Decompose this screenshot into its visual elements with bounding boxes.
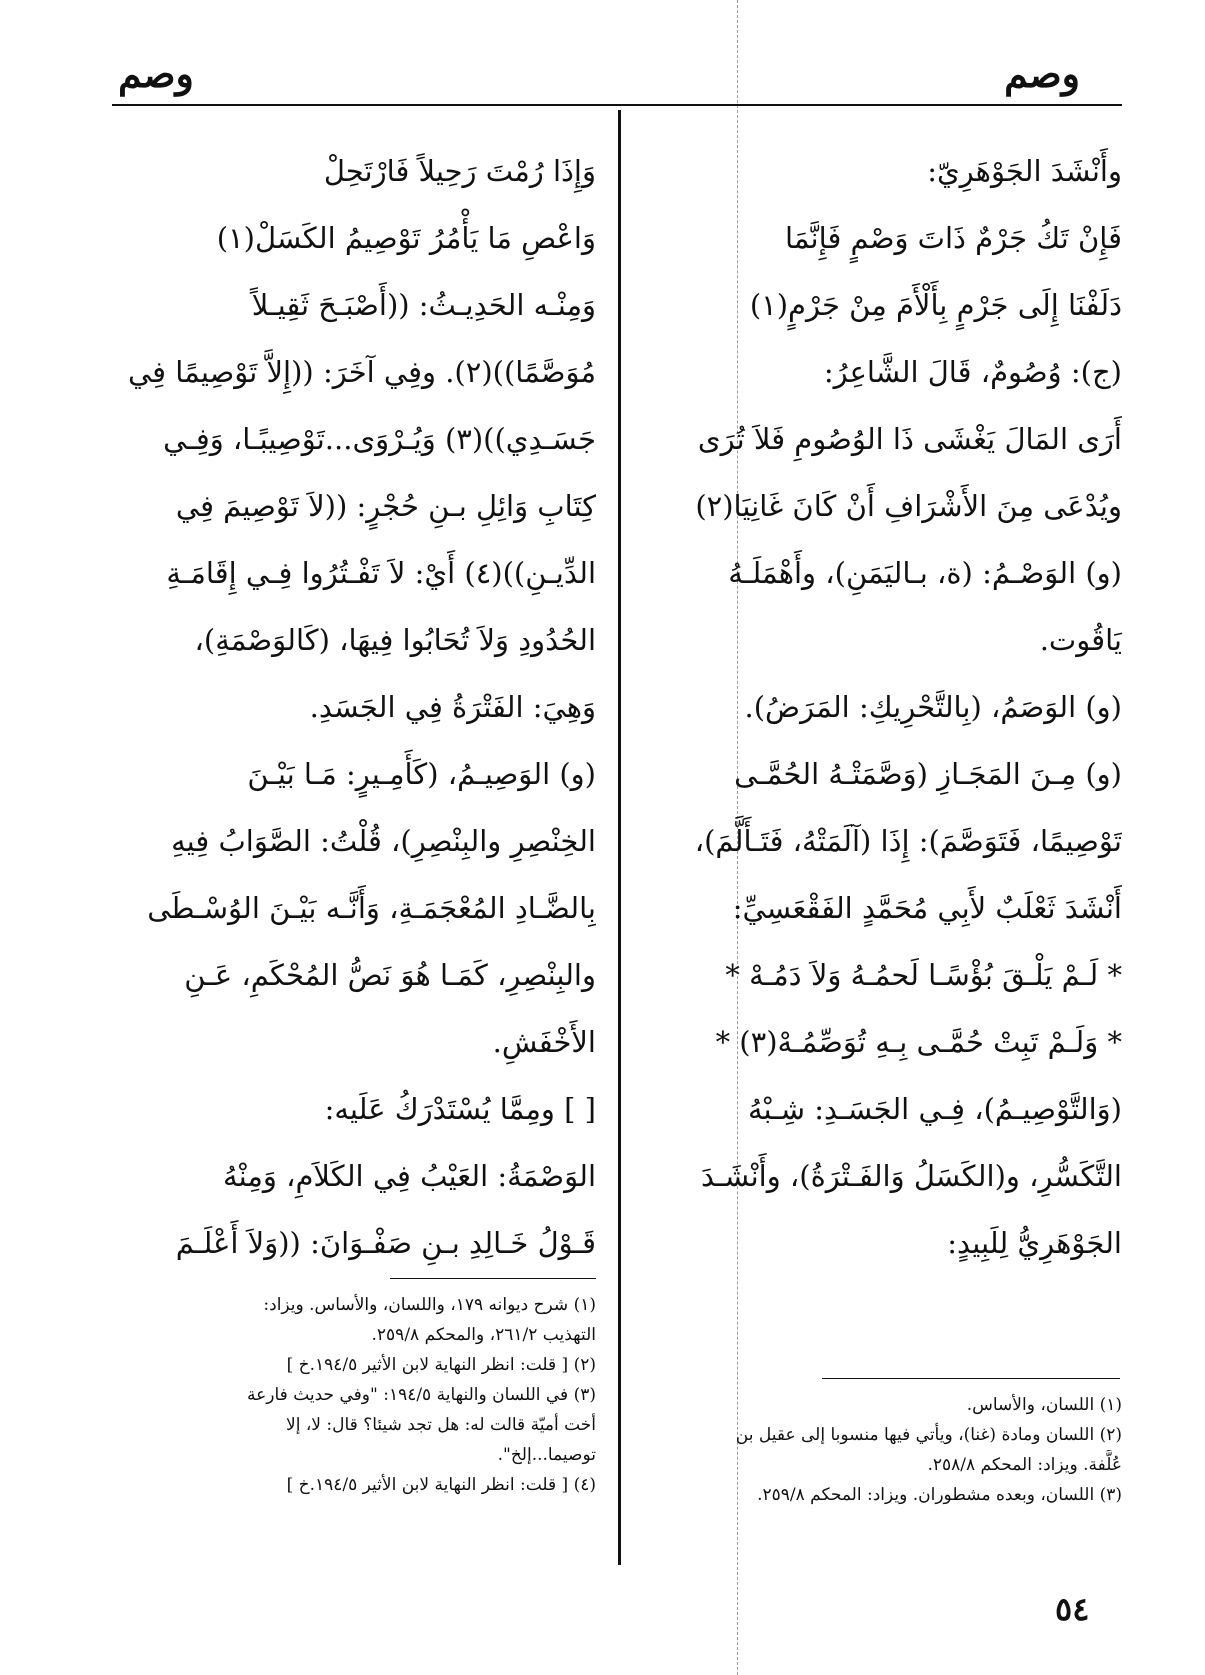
text-line: دَلَفْنَا إِلَى جَرْمٍ بِأَلْأَمَ مِنْ جَرْمٍ(١) xyxy=(749,288,1122,322)
header-word-left: وصم xyxy=(118,51,194,96)
text-line: بِالضَّـادِ المُعْجَمَـةِ، وَأَنَّـه بَيْـنَ الوُسْـطَى xyxy=(147,891,596,925)
column-divider xyxy=(618,110,621,1565)
footnote-line: (١) اللسان، والأساس. xyxy=(966,1395,1122,1415)
text-line: جَسَـدِي))(٣) وَيُـرْوَى...تَوْصِيبًـا، وَفِـي xyxy=(163,422,596,456)
footnote-line: أخت أميّة قالت له: هل تجد شيئا؟ قال: لا، إلا xyxy=(286,1415,596,1435)
footnote-line: عُلَّفة. ويزاد: المحكم ٢٥٨/٨. xyxy=(927,1455,1122,1475)
text-line: الجَوْهَرِيُّ لِلَبِيدٍ: xyxy=(947,1226,1122,1260)
left-column xyxy=(116,138,596,1277)
text-line: الوَصْمَةُ: العَيْبُ فِي الكَلاَمِ، وَمِنْهُ xyxy=(223,1159,596,1193)
footnote-line: (٣) اللسان، وبعده مشطوران. ويزاد: المحكم ٢٥٩/٨. xyxy=(757,1485,1122,1505)
text-line: مُوَصَّمًا))(٢). وفِي آخَرَ: ((إِلاَّ تَوْصِيمًا فِي xyxy=(128,355,596,389)
right-column xyxy=(650,138,1122,1277)
footnote-line: (٤) [ قلت: انظر النهاية لابن الأثير ١٩٤/٥.خ ] xyxy=(286,1475,596,1495)
text-line: كِتَابِ وَائِلِ بـنِ حُجْرٍ: ((لاَ تَوْصِيمَ فِي xyxy=(175,489,596,523)
text-line: (و) الوَصَمُ، (بِالتَّحْرِيكِ: المَرَضُ). xyxy=(744,690,1122,724)
text-line: وَإِذَا رُمْتَ رَحِيلاً فَارْتَحِلْ xyxy=(323,154,596,188)
text-line: والبِنْصِرِ، كَمَـا هُوَ نَصُّ المُحْكَمِ، عَـنِ xyxy=(184,958,596,992)
text-line: (و) مِـنَ المَجَـازِ (وَصَّمَتْـهُ الحُمَّـى xyxy=(734,757,1122,791)
text-line: * لَـمْ يَلْـقَ بُؤْسًـا لَحمُـهُ وَلاَ دَمُـهْ * xyxy=(725,958,1122,992)
text-line: وَاعْصِ مَا يَأْمُرُ تَوْصِيمُ الكَسَلْ(١) xyxy=(216,221,596,255)
footnotes-left xyxy=(116,1290,596,1500)
text-line: وَهِيَ: الفَتْرَةُ فِي الجَسَدِ. xyxy=(309,690,596,724)
text-line: (ج): وُصُومٌ، قَالَ الشَّاعِرُ: xyxy=(823,355,1122,389)
text-line: فَإِنْ تَكُ جَرْمٌ ذَاتَ وَصْمٍ فَإِنَّمَا xyxy=(784,221,1122,255)
footnotes-right xyxy=(650,1390,1122,1510)
text-line: وأَنْشَدَ الجَوْهَرِيّ: xyxy=(927,154,1122,188)
text-line: [ ] ومِمَّا يُسْتَدْرَكُ عَلَيه: xyxy=(324,1092,596,1126)
text-line: (و) الوَصِيـمُ، (كَأَمِـيرٍ: مَـا بَيْـنَ xyxy=(247,757,596,791)
footnote-rule-right xyxy=(822,1378,1120,1379)
text-line: (وَالتَّوْصِيـمُ)، فِـي الجَسَـدِ: شِـبْهُ xyxy=(747,1092,1122,1126)
text-line: الأَخْفَشِ. xyxy=(492,1025,596,1059)
footnote-line: التهذيب ٢٦١/٢، والمحكم ٢٥٩/٨. xyxy=(371,1325,596,1345)
text-line: أَرَى المَالَ يَغْشَى ذَا الوُصُومِ فَلاَ تُرَى xyxy=(697,422,1122,456)
page-number: ٥٤ xyxy=(1055,1590,1090,1628)
footnote-line: (٢) [ قلت: انظر النهاية لابن الأثير ١٩٤/٥.خ ] xyxy=(286,1355,596,1375)
text-line: التَّكَسُّرِ، و(الكَسَلُ وَالفَـتْرَةُ)، وأَنْشَـدَ xyxy=(700,1159,1122,1193)
text-line: وَمِنْـه الحَدِيـثُ: ((أَصْبَـحَ ثَقِيـلاً xyxy=(251,288,596,322)
footnote-rule-left xyxy=(390,1278,596,1279)
text-line: * وَلَـمْ تَبِتْ حُمَّـى بِـهِ تُوَصِّمُـهْ(٣) * xyxy=(715,1025,1122,1059)
text-line: تَوْصِيمًا، فَتَوَصَّمَ): إِذَا (آلَمَتْهُ، فَتَـأَلَّمَ)، xyxy=(694,824,1122,858)
header-rule xyxy=(112,104,1122,106)
header-word-right: وصم xyxy=(1004,51,1080,96)
text-line: أَنْشَدَ ثَعْلَبٌ لأَبِي مُحَمَّدٍ الفَقْعَسِيِّ: xyxy=(732,891,1122,925)
text-line: الدِّيـنِ))(٤) أَيْ: لاَ تَفْـتُرُوا فِـي إِقَامَـةِ xyxy=(166,556,596,590)
text-line: يَاقُوت. xyxy=(1039,623,1122,657)
footnote-line: توصيما...إلخ". xyxy=(497,1445,596,1465)
text-line: الحُدُودِ وَلاَ تُحَابُوا فِيهَا، (كَالوَصْمَةِ)، xyxy=(194,623,596,657)
text-line: قَـوْلُ خَـالِدِ بـنِ صَفْـوَانَ: ((وَلاَ أَعْلَـمَ xyxy=(175,1226,596,1260)
text-line: ويُدْعَى مِنَ الأَشْرَافِ أَنْ كَانَ غَانِيَا(٢) xyxy=(695,489,1122,523)
text-line: (و) الوَصْـمُ: (ة، بـاليَمَنِ)، وأَهْمَلَـهُ xyxy=(728,556,1122,590)
footnote-line: (١) شرح ديوانه ١٧٩، واللسان، والأساس. ويزاد: xyxy=(263,1295,596,1315)
footnote-line: (٢) اللسان ومادة (غنا)، ويأتي فيها منسوبا إلى عقيل بن xyxy=(735,1425,1122,1445)
text-line: الخِنْصِرِ والبِنْصِرِ)، قُلْتُ: الصَّوَابُ فِيهِ xyxy=(171,824,596,858)
footnote-line: (٣) في اللسان والنهاية ١٩٤/٥: "وفي حديث فارعة xyxy=(247,1385,596,1405)
